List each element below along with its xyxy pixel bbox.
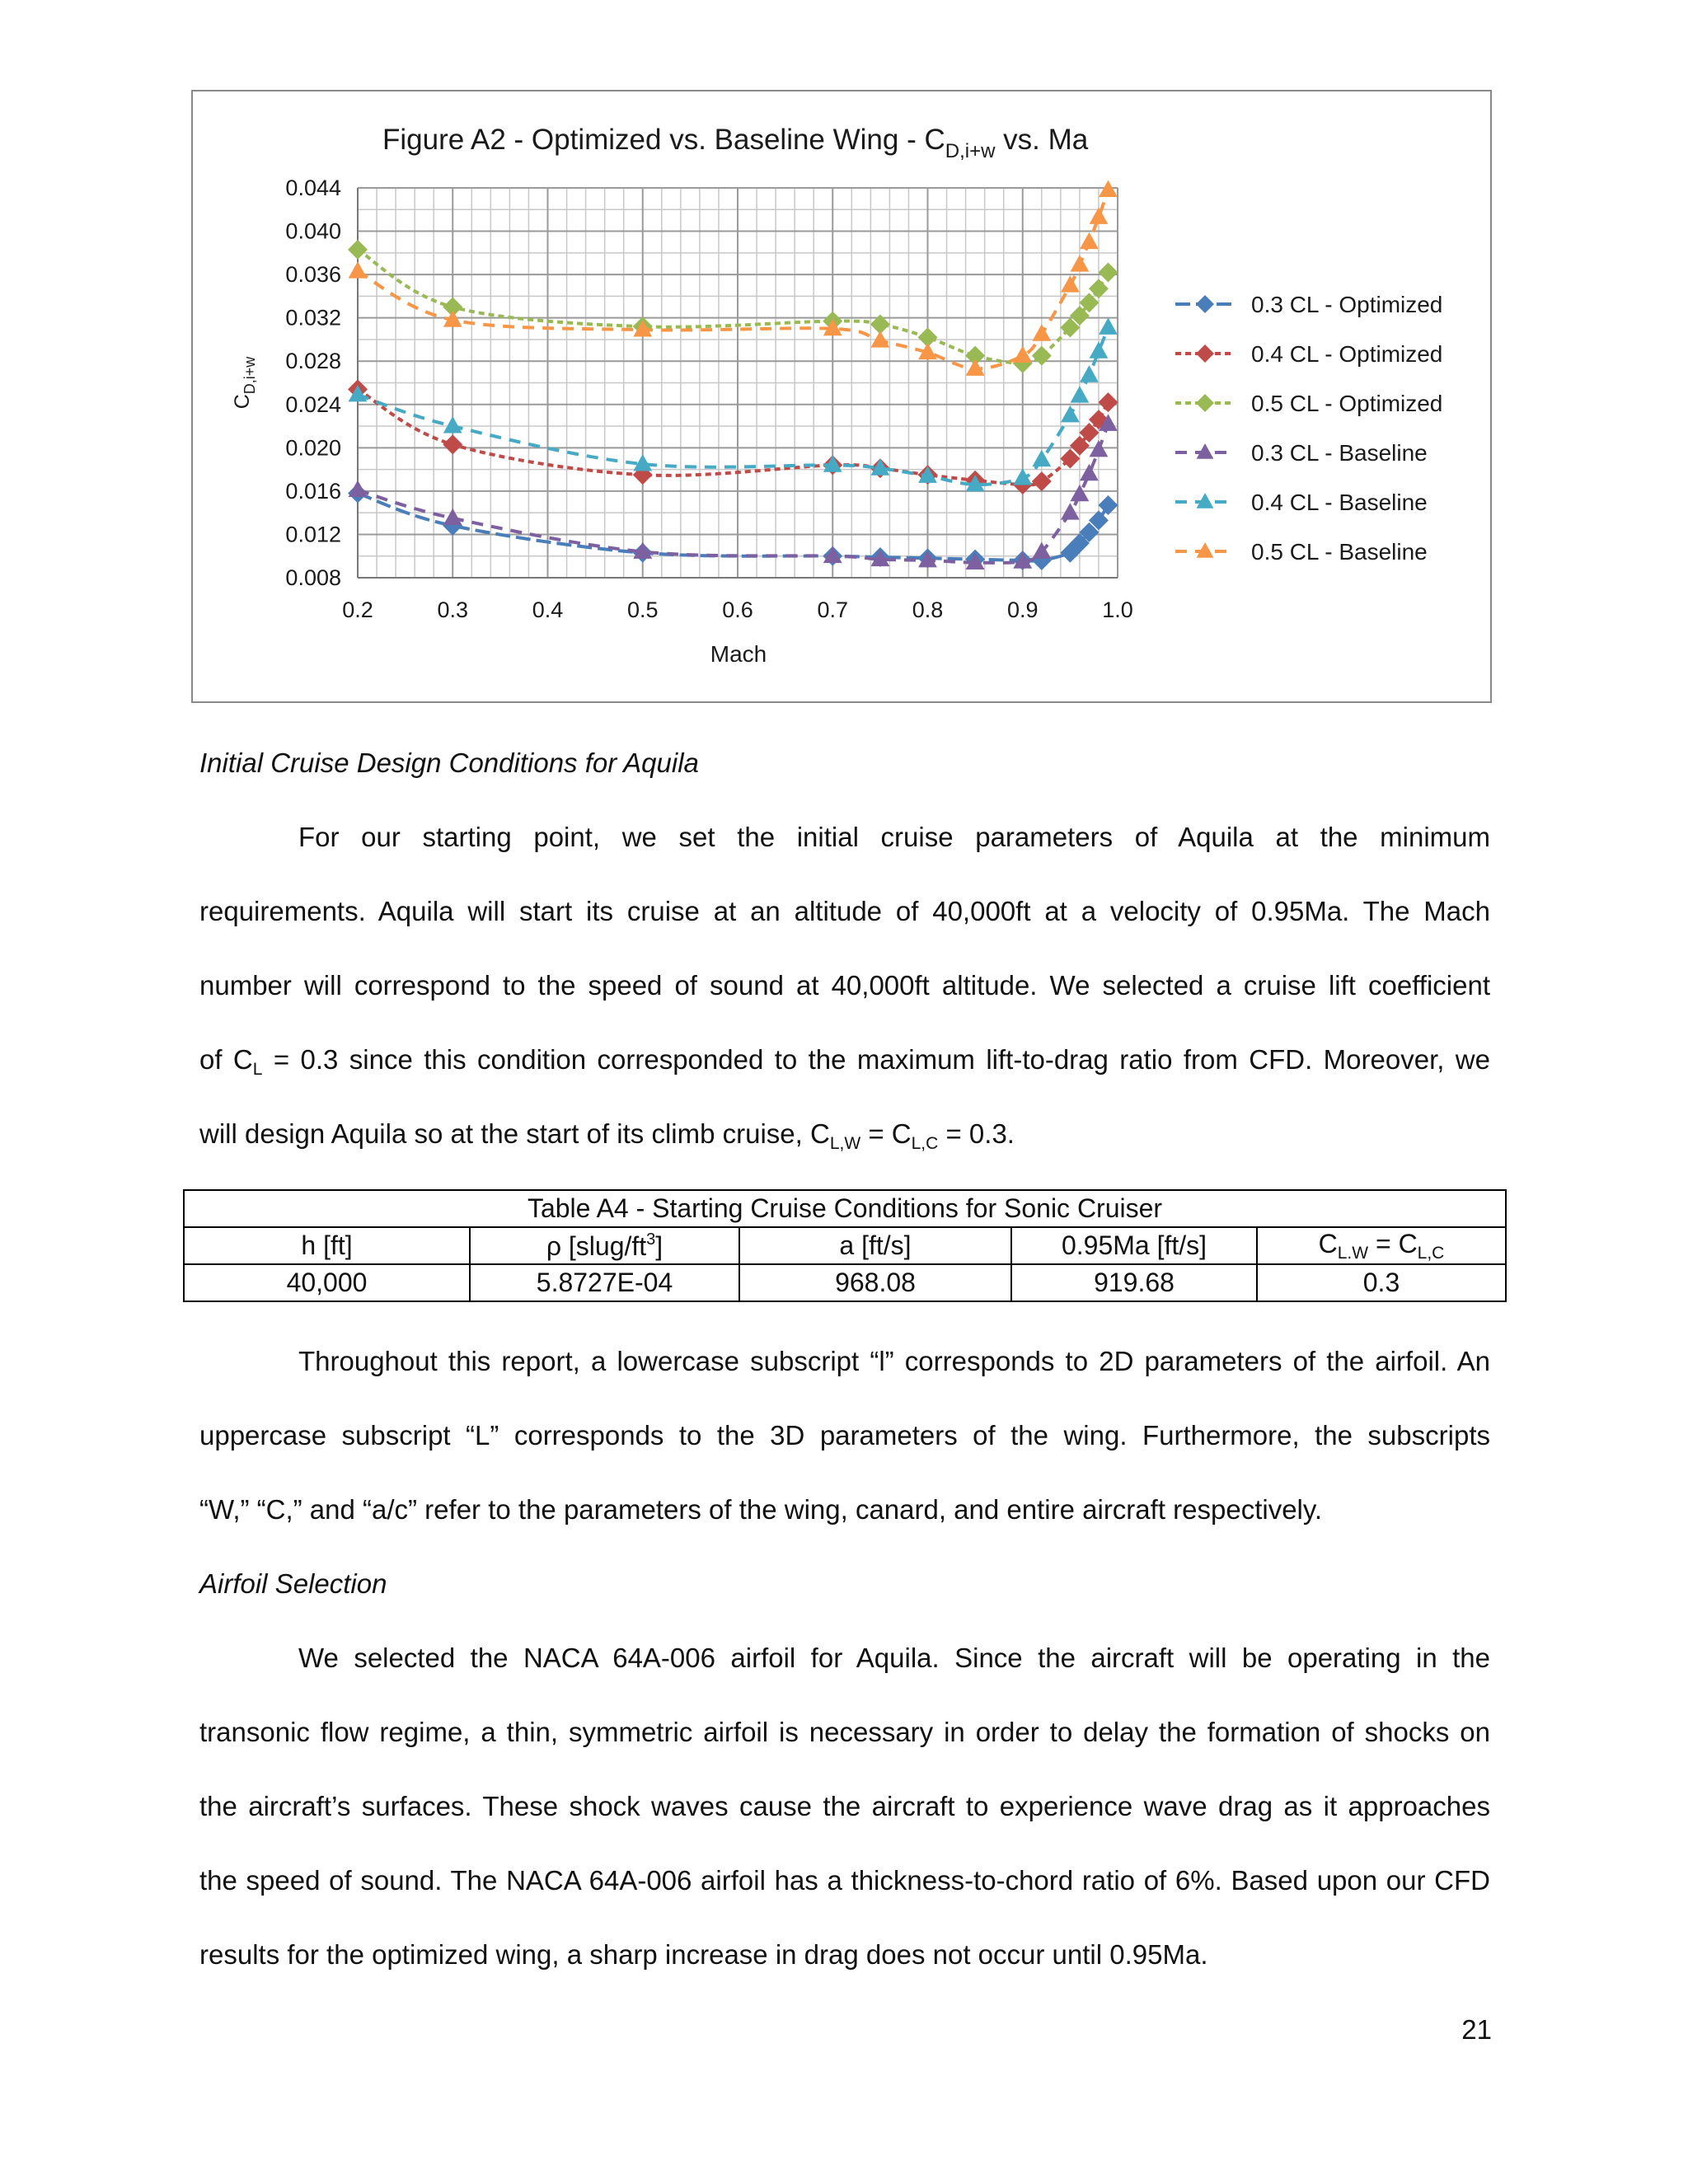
data-point [1061,503,1080,519]
table-row [184,1264,1506,1301]
x-tick-label: 0.4 [532,598,564,622]
x-tick-label: 0.6 [722,598,753,622]
paragraph-cruise-parameters [199,821,1490,1151]
text-line: the aircraft’s surfaces. These shock waves cause the aircraft to experience wave drag as it approaches [199,1791,1490,1821]
table-header-cl: $C_{L.W} = C_{L,C}$ [1257,1227,1506,1264]
text-line: will design Aquila so at the start of its climb cruise, $C_{L,W} = C_{L,C} = 0.3$. [199,1118,1015,1153]
data-point [443,434,462,454]
text-line: We selected the NACA 64A-006 airfoil for Aquila. Since the aircraft will be operating in the [298,1643,1490,1673]
series-0-5-cl-optimized [348,240,1118,373]
chart-title-subscript: D,i+w [945,140,996,162]
text-line: results for the optimized wing, a sharp increase in drag does not occur until 0.95Ma. [199,1939,1208,1970]
data-point [443,416,462,433]
y-tick-label: 0.012 [285,522,341,547]
y-tick-label: 0.028 [285,349,341,374]
y-tick-label: 0.044 [285,176,341,200]
legend-marker [1196,295,1214,313]
series-line [358,389,1108,485]
y-axis-label-subscript: D,i+w [241,356,258,395]
table-header-velocity: 0.95Ma [ft/s] [1011,1227,1257,1264]
series-line [358,424,1108,562]
legend-label: 0.5 CL - Optimized [1251,391,1443,416]
x-tick-label: 0.9 [1006,598,1039,622]
text-line: transonic flow regime, a thin, symmetric airfoil is necessary in order to delay the formation of shocks on [199,1717,1490,1747]
text-line: uppercase subscript “L” corresponds to the 3D parameters of the wing. Furthermore, the subscripts [199,1420,1490,1451]
x-tick-label: 0.2 [342,598,373,622]
series-line [358,327,1108,485]
data-point [1098,262,1118,282]
text-line: For our starting point, we set the initial cruise parameters of Aquila at the minimum [298,822,1490,852]
data-point [349,480,368,497]
series-line [358,494,1108,561]
text-line: the speed of sound. The NACA 64A-006 airfoil has a thickness-to-chord ratio of 6%. Based upon our CFD [199,1865,1490,1896]
text-line: Throughout this report, a lowercase subscript “l” corresponds to 2D parameters of the airfoil. An [298,1346,1490,1376]
legend-label: 0.4 CL - Baseline [1251,490,1428,515]
data-point [348,240,368,260]
chart-legend [1175,292,1442,565]
table-cell: 919.68 [1011,1264,1257,1301]
chart-canvas [193,91,1490,701]
table-header-a: a [ft/s] [739,1227,1011,1264]
data-point [443,509,462,525]
chart-title [382,124,1089,162]
table-cell: 5.8727E-04 [470,1264,739,1301]
table-cell: 968.08 [739,1264,1011,1301]
data-point [1080,232,1099,249]
text-line: number will correspond to the speed of sound at 40,000ft altitude. We selected a cruise lift coefficient [199,970,1490,1001]
cruise-conditions-table [183,1189,1507,1302]
data-point [1098,495,1118,515]
data-point [1032,541,1051,558]
legend-item [1175,341,1442,367]
section-heading-cruise: Initial Cruise Design Conditions for Aquila [199,748,699,778]
data-point [1098,392,1118,412]
legend-label: 0.4 CL - Optimized [1251,341,1443,367]
y-tick-label: 0.040 [285,218,341,244]
legend-item [1175,539,1428,565]
series-line [358,250,1108,363]
x-tick-label: 0.8 [912,598,944,622]
data-point [1071,255,1090,271]
data-point [1080,464,1099,480]
y-axis-label-text: C [231,394,254,410]
section-heading-airfoil: Airfoil Selection [199,1568,387,1599]
y-tick-label: 0.008 [285,565,341,590]
data-point [1032,471,1052,491]
data-point [1071,386,1090,402]
table-header-row [184,1227,1506,1264]
y-tick-label: 0.020 [285,435,341,461]
text-line: requirements. Aquila will start its cruise at an altitude of 40,000ft at a velocity of 0.95Ma. The Mach [199,896,1490,926]
page-number: 21 [1461,2014,1492,2045]
text-line: “W,” “C,” and “a/c” refer to the parameters of the wing, canard, and entire aircraft respectively. [199,1494,1323,1525]
x-tick-label: 0.7 [817,598,849,622]
legend-item [1175,440,1428,466]
legend-label: 0.5 CL - Baseline [1251,539,1428,565]
data-point [1013,346,1032,363]
legend-marker [1196,344,1214,363]
legend-item [1175,292,1442,317]
y-tick-label: 0.036 [285,262,341,288]
table-header-h: h [ft] [184,1227,470,1264]
chart-title-text: Figure A2 - Optimized vs. Baseline Wing - C [382,124,945,156]
y-tick-label: 0.016 [285,478,341,504]
data-point [1061,275,1080,292]
series-0-4-cl-optimized [348,379,1118,494]
x-axis-label: Mach [710,641,767,667]
data-point [1090,341,1109,358]
data-point [349,261,368,278]
series-line [358,190,1108,369]
text-line: of $C_L = 0.3$ since this condition corresponded to the maximum lift-to-drag ratio from CFD. Moreover, we [199,1044,1490,1079]
legend-item [1175,391,1442,416]
data-point [1080,365,1099,382]
chart-series [348,180,1118,570]
y-axis-label [231,356,258,410]
data-point [1099,317,1118,334]
x-tick-label: 1.0 [1102,598,1133,622]
legend-item [1175,490,1428,515]
figure-a2-chart [191,90,1492,703]
data-point [1032,324,1051,340]
paragraph-subscript-convention [199,1345,1490,1526]
table-cell: 0.3 [1257,1264,1506,1301]
y-tick-label: 0.032 [285,305,341,330]
paragraph-airfoil-selection [199,1642,1490,1971]
data-point [1071,485,1090,501]
legend-label: 0.3 CL - Optimized [1251,292,1443,317]
data-point [1032,346,1052,366]
table-header-rho: ρ $[slug/ft^3]$ [470,1227,739,1264]
table-title: Table A4 - Starting Cruise Conditions for Sonic Cruiser [184,1190,1506,1227]
chart-title-suffix: vs. Ma [995,124,1089,156]
table-cell: 40,000 [184,1264,470,1301]
legend-marker [1196,394,1214,412]
data-point [1061,405,1080,422]
legend-label: 0.3 CL - Baseline [1251,440,1428,466]
x-tick-label: 0.3 [437,598,469,622]
y-tick-label: 0.024 [285,391,341,417]
chart-gridlines [358,188,1118,578]
x-tick-label: 0.5 [626,598,659,622]
